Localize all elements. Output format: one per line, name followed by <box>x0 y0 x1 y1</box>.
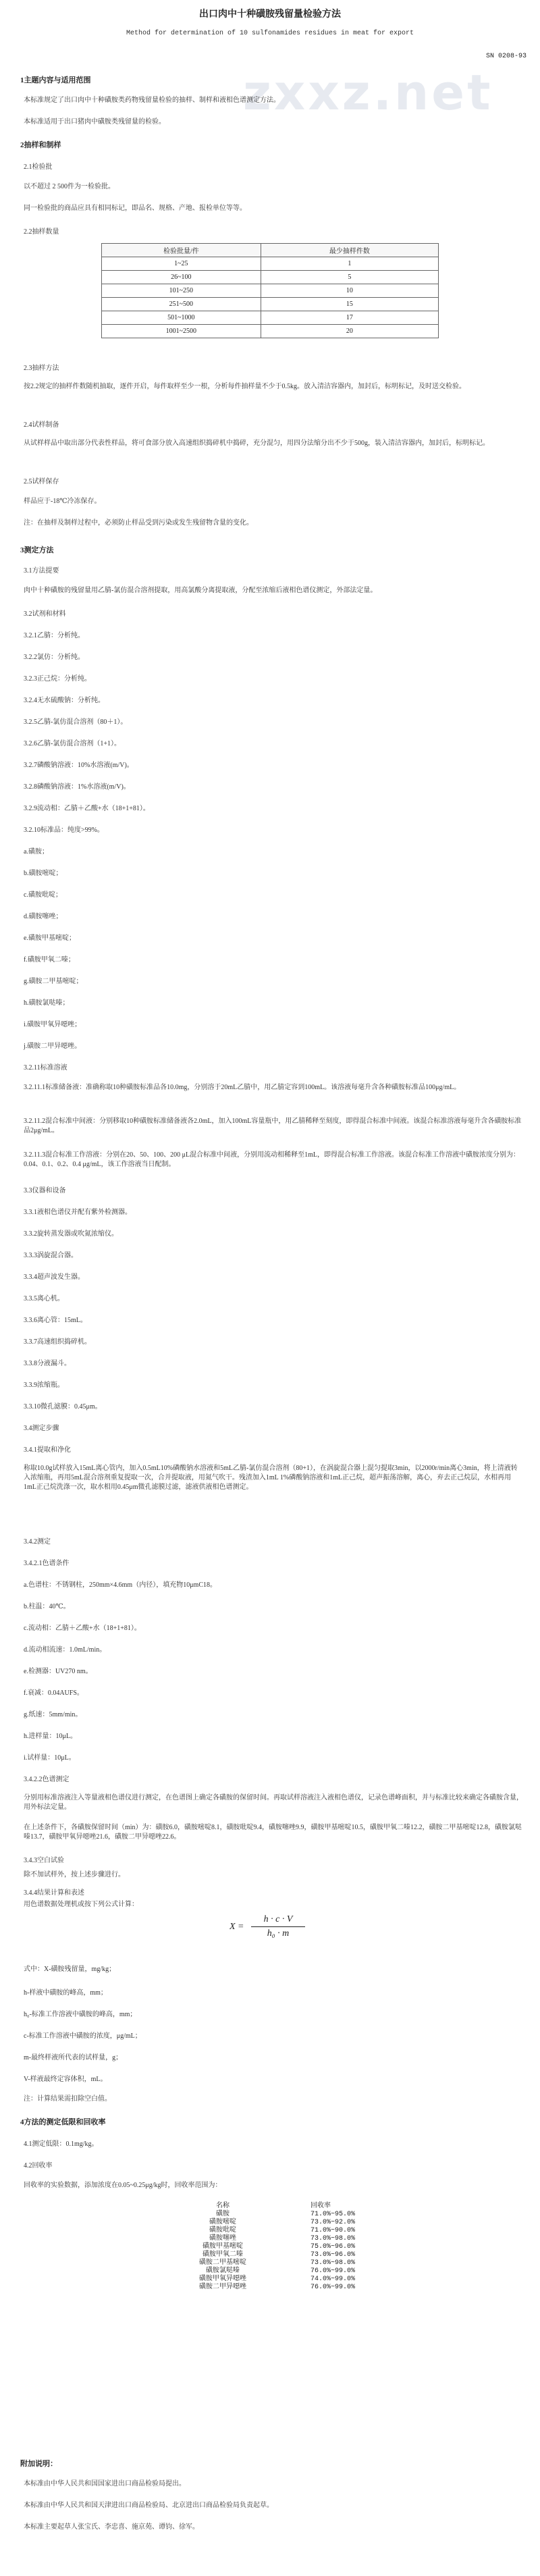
subsection-heading: 3.1方法提要 <box>24 567 59 575</box>
subsection-heading: 3.4.4结果计算和表述 <box>24 1889 84 1897</box>
table-row <box>102 271 439 284</box>
paragraph: 按2.2规定的抽样件数随机抽取，逐件开启，每件取样至少一根，分析每件抽样量不少于0.5kg。放入清洁容器内，加封后，标明标记，及时送交检验。 <box>24 383 466 390</box>
paragraph: 称取10.0g试样放入15mL离心管内，加入0.5mL10%磷酸钠水溶液和5mL乙腈-氯仿混合溶剂（80+1），在涡旋混合器上混匀提取3min，以2000r/min离心3min，将上清液转入浓缩瓶，再用5mL混合溶剂重复提取一次，合并提取液，用氮气吹干。残渣加入1mL 1%磷酸钠溶液和1mL正己烷，超声振荡溶解，离心，弃去正己烷层，水相再用1mL正己烷洗涤一次，取水相用0.45μm微孔滤膜过滤，滤液供液相色谱测定。 <box>24 1465 518 1491</box>
table-cell: 20 <box>261 325 438 338</box>
list-item: 3.2.10标准品：纯度>99%。 <box>24 826 104 834</box>
recovery-name: 磺胺二甲基嘧啶 <box>199 2259 246 2267</box>
subsection-heading: 2.5试样保存 <box>24 478 59 485</box>
formula <box>230 1914 310 1955</box>
recovery-name: 磺胺 <box>216 2211 230 2218</box>
recovery-value: 75.0%~96.0% <box>310 2243 356 2251</box>
list-item: 3.3.7高速组织捣碎机。 <box>24 1338 91 1346</box>
recovery-value: 73.0%~92.0% <box>310 2219 356 2226</box>
paragraph: 除不加试样外，按上述步骤进行。 <box>24 1871 125 1878</box>
sampling-table <box>101 243 439 338</box>
section-4-heading: 4方法的测定低限和回收率 <box>20 2118 106 2126</box>
recovery-name: 磺胺甲氧二嗪 <box>202 2251 243 2259</box>
subsection-heading: 3.4.2.2色谱测定 <box>24 1776 70 1783</box>
paragraph: 以不超过 2 500件为一检验批。 <box>24 183 115 190</box>
subsection-heading: 2.4试样制备 <box>24 421 59 429</box>
recovery-header-name: 名称 <box>216 2203 230 2210</box>
variable-definition: m-最终样液所代表的试样量，g； <box>24 2054 123 2061</box>
recovery-value: 76.0%~99.0% <box>310 2267 356 2275</box>
recovery-name: 磺胺吡啶 <box>209 2227 236 2234</box>
variable-definition: c-标准工作溶液中磺胺的浓度，μg/mL； <box>24 2032 142 2040</box>
recovery-name: 磺胺噻唑 <box>209 2235 236 2242</box>
paragraph: 4.1测定低限：0.1mg/kg。 <box>24 2140 99 2148</box>
recovery-name: 磺胺二甲异噁唑 <box>199 2284 246 2291</box>
watermark-logo: zxxz.net <box>243 64 493 121</box>
variable-definition: h₀-标准工作溶液中磺胺的峰高，mm； <box>24 2011 137 2018</box>
table-row <box>102 284 439 298</box>
table-row <box>135 2219 513 2227</box>
table-cell: 10 <box>261 284 438 298</box>
list-item: 3.2.4无水硫酸钠：分析纯。 <box>24 697 105 704</box>
section-2-heading: 2抽样和制样 <box>20 141 61 149</box>
list-item: e.磺胺甲基嘧啶； <box>24 935 76 942</box>
document-title: 出口肉中十种磺胺残留量检验方法 <box>199 9 341 20</box>
list-item: h.进样量：10μL。 <box>24 1733 77 1740</box>
variable-definition: h-样液中磺胺的峰高，mm； <box>24 1989 107 1997</box>
section-1-heading: 1主题内容与适用范围 <box>20 76 91 84</box>
list-item: 3.2.6乙腈-氯仿混合溶剂（1+1）。 <box>24 740 121 747</box>
table-row <box>102 311 439 325</box>
list-item: 3.2.11标准溶液 <box>24 1064 68 1072</box>
list-item: f.磺胺甲氧二嗪； <box>24 956 75 964</box>
subsection-heading: 3.4测定步骤 <box>24 1425 59 1432</box>
table-cell: 5 <box>261 271 438 284</box>
list-item: 3.2.9流动相：乙腈＋乙酸+水（18+1+81）。 <box>24 805 150 812</box>
table-row <box>135 2227 513 2235</box>
section-3-heading: 3测定方法 <box>20 546 54 554</box>
section-1-paragraph: 本标准适用于出口猪肉中磺胺类残留量的检验。 <box>24 118 165 126</box>
list-item: 3.3.6离心管：15mL。 <box>24 1317 87 1324</box>
list-item: 3.2.7磷酸钠溶液：10%水溶液(m/V)。 <box>24 762 134 769</box>
formula-denominator: h₀ · m <box>267 1928 290 1939</box>
table-row <box>102 257 439 271</box>
list-item: c.流动相：乙腈＋乙酸+水（18+1+81）。 <box>24 1625 141 1632</box>
list-item: a.磺胺； <box>24 848 49 856</box>
recovery-name: 磺胺甲基嘧啶 <box>202 2243 243 2251</box>
recovery-value: 73.0%~96.0% <box>310 2251 356 2259</box>
subsection-heading: 2.3抽样方法 <box>24 365 59 372</box>
section-1-paragraph: 本标准规定了出口肉中十种磺胺类药物残留量检验的抽样、制样和液相色谱测定方法。 <box>24 97 280 104</box>
table-cell: 101~250 <box>102 284 261 298</box>
list-item: g.磺胺二甲基嘧啶； <box>24 978 83 985</box>
list-item: 3.2.2氯仿：分析纯。 <box>24 654 84 661</box>
recovery-value: 76.0%~99.0% <box>310 2284 356 2291</box>
list-item: d.流动相流速：1.0mL/min。 <box>24 1646 107 1654</box>
subsection-heading: 3.4.2.1色谱条件 <box>24 1560 70 1567</box>
table-header-row <box>102 244 439 257</box>
table-row <box>135 2267 513 2276</box>
note: 注：在抽样及制样过程中，必须防止样品受到污染或发生残留物含量的变化。 <box>24 519 253 527</box>
recovery-header-value: 回收率 <box>310 2203 331 2210</box>
paragraph: 3.2.11.1标准储备液：准确称取10种磺胺标准品各10.0mg，分别溶于20mL乙腈中，用乙腈定容到100mL。该溶液每毫升含各种磺胺标准品100μg/mL。 <box>24 1084 461 1091</box>
list-item: a.色谱柱：不锈钢柱，250mm×4.6mm（内径），填充物10μmC18。 <box>24 1581 217 1589</box>
paragraph: 肉中十种磺胺的残留量用乙腈-氯仿混合溶剂提取，用高氯酸分离提取液，分配至浓缩后液相色谱仪测定，外部法定量。 <box>24 587 377 594</box>
table-row <box>135 2259 513 2267</box>
list-item: f.衰减：0.04AUFS。 <box>24 1689 84 1697</box>
recovery-name: 磺胺嘧啶 <box>209 2219 236 2226</box>
variable-definition: V-样液最终定容体积，mL。 <box>24 2076 107 2083</box>
table-cell: 501~1000 <box>102 311 261 325</box>
fraction-bar <box>251 1926 305 1927</box>
table-cell: 17 <box>261 311 438 325</box>
subsection-heading: 3.4.3空白试验 <box>24 1857 64 1864</box>
paragraph: 3.2.11.2混合标准中间液：分别移取10种磺胺标准储备液各2.0mL，加入100mL容量瓶中，用乙腈稀释至刻度，即得混合标准中间液。该混合标准溶液每毫升含各磺胺标准品2μg/mL。 <box>24 1118 522 1134</box>
list-item: b.柱温：40℃。 <box>24 1603 70 1610</box>
list-item: e.检测器：UV270 nm。 <box>24 1668 92 1675</box>
list-item: c.磺胺吡啶； <box>24 891 62 899</box>
paragraph: 式中：X-磺胺残留量，mg/kg； <box>24 1966 116 1973</box>
note: 注：计算结果需扣除空白值。 <box>24 2095 111 2103</box>
table-cell: 251~500 <box>102 298 261 311</box>
list-item: 3.3.5离心机。 <box>24 1295 64 1303</box>
recovery-value: 73.0%~98.0% <box>310 2235 356 2242</box>
subsection-heading: 2.1检验批 <box>24 163 53 171</box>
recovery-name: 磺胺甲氧异噁唑 <box>199 2276 246 2283</box>
list-item: 3.3.4超声波发生器。 <box>24 1273 84 1281</box>
recovery-value: 74.0%~99.0% <box>310 2276 356 2283</box>
formula-fraction <box>251 1914 305 1939</box>
table-header-cell: 最少抽样件数 <box>261 244 438 257</box>
document-subtitle: Method for determination of 10 sulfonamides residues in meat for export <box>126 30 414 37</box>
table-cell: 1001~2500 <box>102 325 261 338</box>
list-item: 3.2.8磷酸钠溶液：1%水溶液(m/V)。 <box>24 783 130 791</box>
recovery-value: 73.0%~98.0% <box>310 2259 356 2267</box>
recovery-header-row <box>135 2203 513 2211</box>
paragraph: 分别用标准溶液注入等量液相色谱仪进行测定，在色谱图上确定各磺胺的保留时间。再取试样溶液注入液相色谱仪，记录色谱峰面积，并与标准比较来确定各磺胺含量，用外标法定量。 <box>24 1794 523 1811</box>
subsection-heading: 3.4.2测定 <box>24 1538 51 1546</box>
subsection-heading: 3.3仪器和设备 <box>24 1187 66 1194</box>
recovery-value: 71.0%~90.0% <box>310 2227 356 2234</box>
subsection-heading: 3.2试剂和材料 <box>24 610 66 618</box>
paragraph: 3.2.11.3混合标准工作溶液：分别在20、50、100、200 μL混合标准中间液，分别用流动相稀释至1mL，即得混合标准工作溶液。该混合标准工作溶液中磺胺浓度分别为：0.04、0.1、0.2、0.4 μg/mL，该工作溶液当日配制。 <box>24 1151 520 1168</box>
list-item: 3.2.5乙腈-氯仿混合溶剂（80＋1）。 <box>24 718 128 726</box>
paragraph: 同一检验批的商品应具有相同标记，即品名、规格、产地、报检单位等等。 <box>24 205 246 212</box>
paragraph: 从试样样品中取出部分代表性样品，将可食部分放入高速组织捣碎机中捣碎，充分混匀，用四分法缩分出不少于500g，装入清洁容器内，加封后，标明标记。 <box>24 440 489 447</box>
note-line: 本标准主要起草人张宝氏、李忠喜、施京苑、谭钧、徐军。 <box>24 2523 199 2531</box>
list-item: 3.3.8分液漏斗。 <box>24 1360 71 1367</box>
recovery-name: 磺胺氯哒嗪 <box>206 2267 240 2275</box>
notes-heading: 附加说明： <box>20 2460 57 2468</box>
list-item: i.试样量：10μL。 <box>24 1754 76 1762</box>
subsection-heading: 3.4.1提取和净化 <box>24 1446 71 1454</box>
table-cell: 15 <box>261 298 438 311</box>
paragraph: 回收率的实验数据，添加浓度在0.05~0.25μg/kg时，回收率范围为： <box>24 2182 222 2189</box>
list-item: 3.2.3正己烷：分析纯。 <box>24 675 91 683</box>
table-row <box>135 2243 513 2251</box>
recovery-table <box>135 2203 513 2292</box>
note-line: 本标准由中华人民共和国天津进出口商品检验局、北京进出口商品检验局负责起草。 <box>24 2502 273 2509</box>
table-row <box>135 2276 513 2284</box>
list-item: 3.3.10微孔滤膜：0.45μm。 <box>24 1403 102 1411</box>
list-item: 3.3.1液相色谱仪并配有紫外检测器。 <box>24 1209 132 1216</box>
table-cell: 1~25 <box>102 257 261 271</box>
table-row <box>135 2211 513 2219</box>
paragraph: 用色谱数据处理机或按下列公式计算： <box>24 1901 138 1908</box>
table-header-cell: 检验批量/件 <box>102 244 261 257</box>
list-item: 3.2.1乙腈：分析纯。 <box>24 632 84 639</box>
list-item: 3.3.9浓缩瓶。 <box>24 1382 64 1389</box>
table-row <box>135 2284 513 2292</box>
list-item: d.磺胺噻唑； <box>24 913 63 920</box>
list-item: b.磺胺嘧啶； <box>24 870 63 877</box>
list-item: j.磺胺二甲异噁唑。 <box>24 1043 82 1050</box>
table-cell: 26~100 <box>102 271 261 284</box>
paragraph: 样品应于-18℃冷冻保存。 <box>24 498 101 505</box>
standard-number: SN 0208-93 <box>485 53 526 60</box>
note-line: 本标准由中华人民共和国国家进出口商品检验局提出。 <box>24 2480 186 2488</box>
table-cell: 1 <box>261 257 438 271</box>
table-row <box>135 2235 513 2243</box>
list-item: 3.3.2旋转蒸发器或吹氮浓缩仪。 <box>24 1230 118 1238</box>
paragraph: 在上述条件下，各磺胺保留时间（min）为：磺胺6.0，磺胺嘧啶8.1，磺胺吡啶9.4，磺胺噻唑9.9，磺胺甲基嘧啶10.5，磺胺甲氧二嗪12.2，磺胺二甲基嘧啶12.8，磺胺氯哒嗪13.7，磺胺甲氧异噁唑21.6，磺胺二甲异噁唑22.6。 <box>24 1824 522 1841</box>
list-item: g.纸速：5mm/min。 <box>24 1711 82 1718</box>
formula-lhs: X = <box>230 1922 244 1932</box>
recovery-value: 71.0%~95.0% <box>310 2211 356 2218</box>
list-item: i.磺胺甲氧异噁唑； <box>24 1021 82 1028</box>
table-row <box>135 2251 513 2259</box>
list-item: h.磺胺氯哒嗪； <box>24 999 70 1007</box>
list-item: 3.3.3涡旋混合器。 <box>24 1252 78 1259</box>
table-row <box>102 298 439 311</box>
formula-numerator: h · c · V <box>263 1914 293 1924</box>
table-row <box>102 325 439 338</box>
subsection-heading: 4.2回收率 <box>24 2162 53 2170</box>
subsection-heading: 2.2抽样数量 <box>24 228 59 236</box>
